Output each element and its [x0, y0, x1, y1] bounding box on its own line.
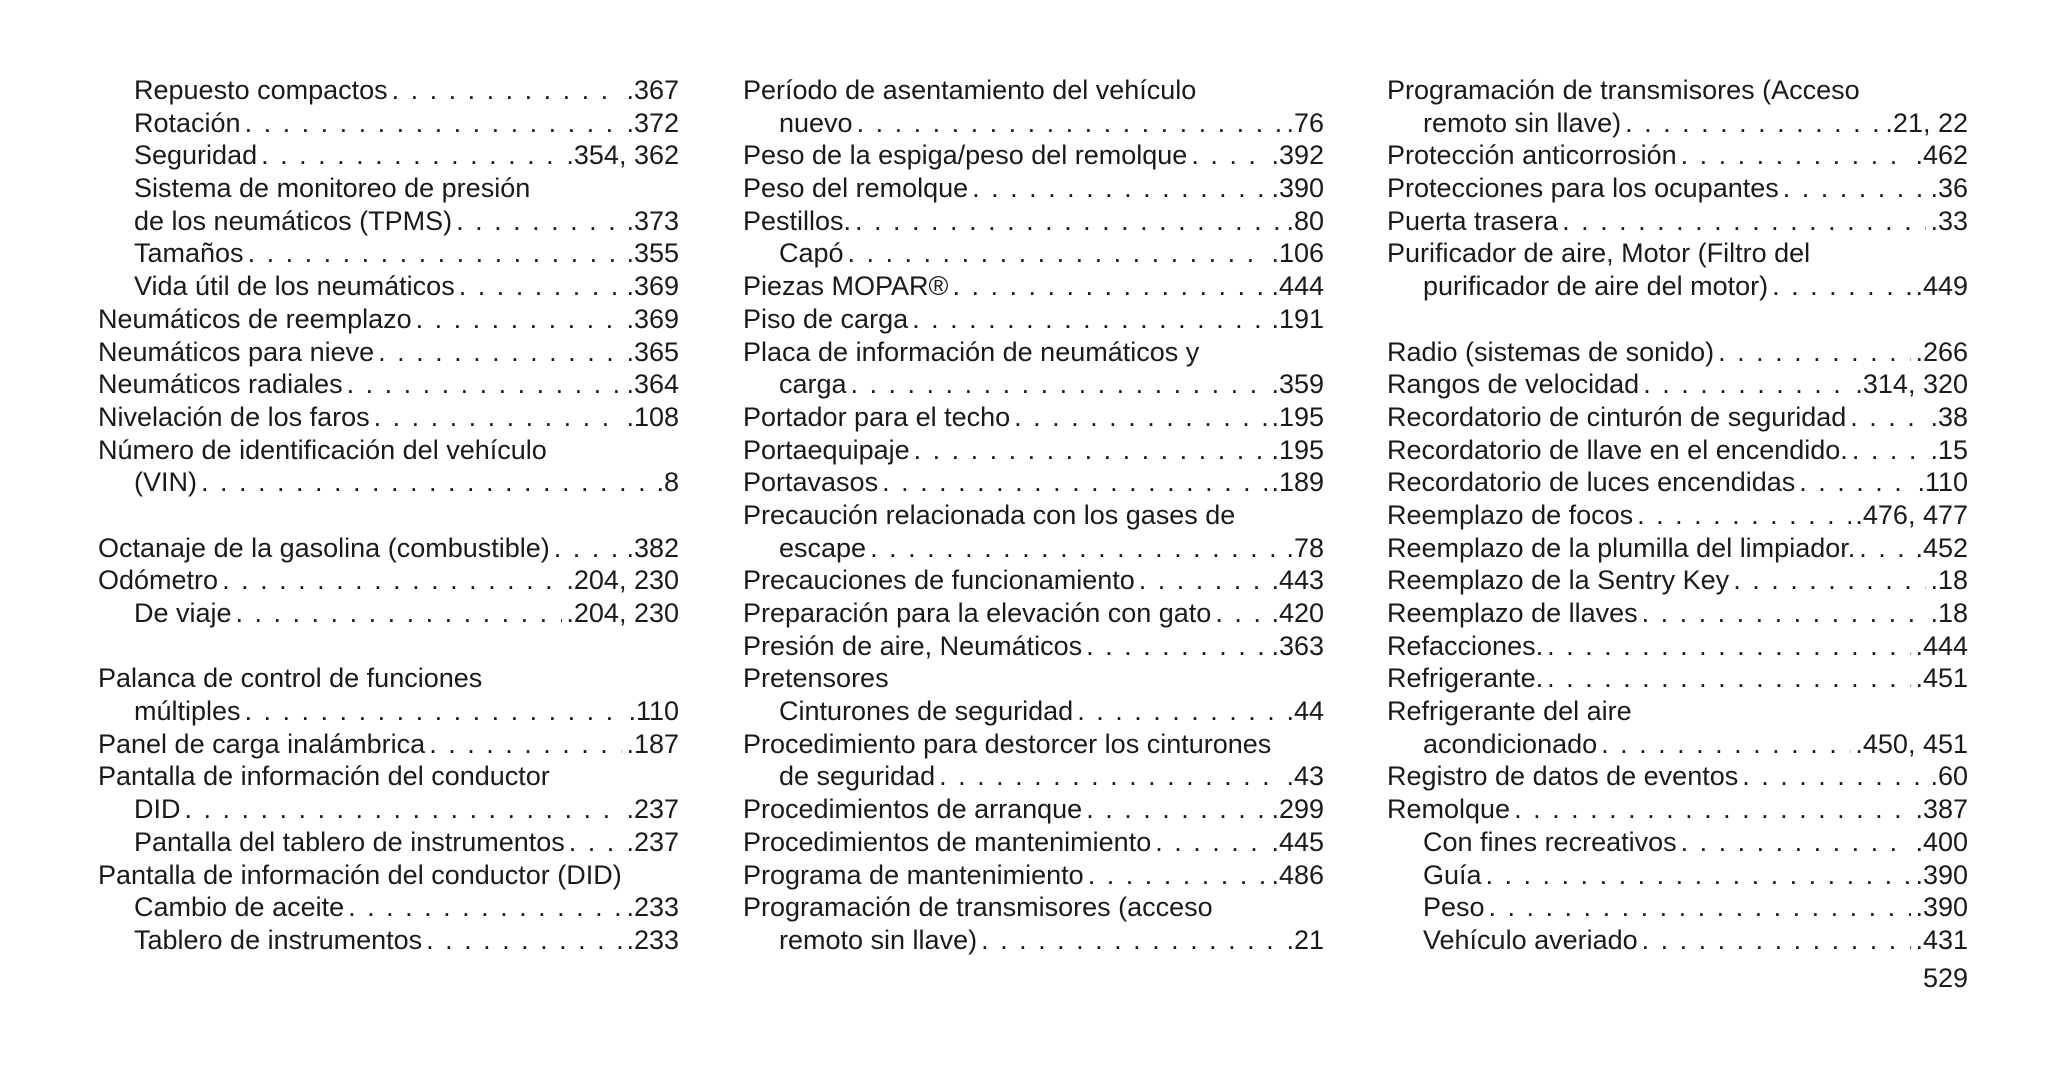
index-entry-text: Peso	[1423, 892, 1485, 923]
index-entry	[743, 434, 1324, 467]
index-page-ref: .452	[1915, 532, 1968, 563]
index-page-ref: .38	[1930, 401, 1968, 432]
index-page-ref: .18	[1930, 598, 1968, 628]
index-entry-text: Peso de la espiga/peso del remolque	[743, 140, 1188, 171]
index-entry-text: Seguridad	[134, 140, 258, 171]
dot-leader	[236, 597, 563, 630]
index-subentry	[98, 107, 679, 140]
index-entry-text: Protección anticorrosión	[1387, 140, 1677, 171]
index-column-2	[743, 74, 1324, 957]
index-entry	[1387, 237, 1968, 270]
index-entry	[743, 74, 1324, 107]
dot-leader	[1642, 597, 1927, 630]
index-entry	[743, 303, 1324, 336]
dot-leader	[1783, 172, 1927, 205]
dot-leader	[912, 303, 1267, 336]
index-entry-text: Procedimientos de mantenimiento	[743, 826, 1152, 857]
index-entry-text: Recordatorio de llave en el encendido.	[1387, 434, 1848, 465]
index-entry	[743, 630, 1324, 663]
index-page-ref: .365	[626, 336, 679, 367]
dot-leader	[426, 924, 622, 957]
index-page-ref: .355	[626, 238, 679, 269]
index-spacer	[1387, 303, 1968, 336]
index-subentry	[743, 532, 1324, 565]
index-subentry	[98, 695, 679, 728]
index-subentry	[743, 924, 1324, 957]
index-subentry	[98, 924, 679, 957]
index-page-ref: .369	[626, 271, 679, 302]
index-entry	[1387, 139, 1968, 172]
dot-leader	[374, 401, 623, 434]
dot-leader	[222, 564, 562, 597]
index-entry-text: Purificador de aire, Motor (Filtro del	[1387, 238, 1811, 269]
index-entry-text: Odómetro	[98, 565, 219, 596]
index-page-ref: .390	[1271, 173, 1324, 204]
index-entry-text: remoto sin llave)	[779, 924, 978, 955]
index-entry	[743, 891, 1324, 924]
index-subentry	[98, 270, 679, 303]
dot-leader	[554, 532, 623, 565]
index-subentry	[1387, 891, 1968, 924]
dot-leader	[456, 205, 622, 238]
index-subentry	[743, 760, 1324, 793]
index-entry-text: Remolque	[1387, 794, 1511, 825]
index-page-ref: .195	[1271, 434, 1324, 465]
index-entry	[743, 172, 1324, 205]
index-page-ref: .108	[626, 401, 679, 432]
index-entry	[1387, 172, 1968, 205]
index-entry-text: Protecciones para los ocupantes	[1387, 173, 1779, 204]
index-page-ref: .364	[626, 369, 679, 400]
dot-leader	[245, 695, 625, 728]
index-page-ref: .369	[626, 303, 679, 334]
index-page-ref: .15	[1930, 434, 1968, 465]
index-entry-text: Octanaje de la gasolina (combustible)	[98, 532, 550, 563]
index-entry-text: Presión de aire, Neumáticos	[743, 630, 1083, 661]
index-entry-text: Preparación para la elevación con gato	[743, 598, 1212, 628]
dot-leader	[248, 237, 623, 270]
index-entry-text: Nivelación de los faros	[98, 401, 370, 432]
index-page-ref: .450, 451	[1855, 728, 1968, 759]
dot-leader	[914, 434, 1268, 467]
index-entry	[1387, 401, 1968, 434]
index-subentry	[98, 826, 679, 859]
dot-leader	[1088, 859, 1268, 892]
index-entry	[743, 859, 1324, 892]
index-column-1	[98, 74, 679, 957]
index-entry-text: de seguridad	[779, 761, 936, 792]
index-entry	[743, 270, 1324, 303]
index-page-ref: .451	[1915, 663, 1968, 694]
index-entry	[1387, 499, 1968, 532]
index-page-ref: .195	[1271, 401, 1324, 432]
index-page-ref: .237	[626, 826, 679, 857]
dot-leader	[939, 760, 1282, 793]
index-entry-text: purificador de aire del motor)	[1423, 271, 1769, 302]
index-page-ref: .237	[626, 794, 679, 825]
index-page-ref: .233	[626, 892, 679, 923]
index-entry	[1387, 466, 1968, 499]
index-entry-text: Tablero de instrumentos	[134, 924, 423, 955]
index-entry	[98, 336, 679, 369]
index-subentry	[1387, 924, 1968, 957]
index-entry	[98, 662, 679, 695]
index-page-ref: .449	[1915, 271, 1968, 302]
dot-leader	[1799, 466, 1913, 499]
index-entry	[1387, 74, 1968, 107]
dot-leader	[378, 336, 622, 369]
index-page-ref: .233	[626, 924, 679, 955]
index-subentry	[1387, 826, 1968, 859]
dot-leader	[201, 466, 652, 499]
index-page-ref: .204, 230	[566, 565, 679, 596]
index-page-ref: .367	[626, 75, 679, 105]
dot-leader	[851, 368, 1268, 401]
index-entry	[98, 401, 679, 434]
index-page-ref: .18	[1930, 565, 1968, 596]
dot-leader	[1077, 695, 1282, 728]
index-subentry	[98, 793, 679, 826]
index-entry	[743, 401, 1324, 434]
dot-leader	[245, 107, 623, 140]
index-entry-text: Portavasos	[743, 467, 879, 498]
dot-leader	[1486, 859, 1912, 892]
index-entry-text: Piso de carga	[743, 303, 909, 334]
index-entry	[743, 826, 1324, 859]
dot-leader	[1625, 107, 1881, 140]
dot-leader	[1718, 336, 1911, 369]
dot-leader	[1155, 826, 1267, 859]
index-entry-text: Programación de transmisores (acceso	[743, 892, 1213, 923]
index-page-ref: .444	[1271, 271, 1324, 302]
index-entry-text: carga	[779, 369, 847, 400]
index-entry	[1387, 630, 1968, 663]
index-page-ref: .420	[1271, 598, 1324, 628]
index-entry	[1387, 205, 1968, 238]
dot-leader	[1514, 793, 1911, 826]
index-page-ref: .486	[1271, 859, 1324, 890]
dot-leader	[1191, 139, 1267, 172]
index-page-ref: .44	[1286, 696, 1324, 727]
index-entry-text: de los neumáticos (TPMS)	[134, 205, 453, 236]
index-entry-text: Pantalla de información del conductor	[98, 761, 550, 792]
index-entry-text: Cinturones de seguridad	[779, 696, 1074, 727]
index-entry-text: Rotación	[134, 107, 241, 138]
index-entry	[98, 532, 679, 565]
dot-leader	[1733, 564, 1926, 597]
index-page-ref: .476, 477	[1855, 499, 1968, 530]
index-page-ref: .33	[1930, 205, 1968, 236]
dot-leader	[569, 826, 623, 859]
index-entry-text: Pantalla del tablero de instrumentos	[134, 826, 565, 857]
index-page-ref: .189	[1271, 467, 1324, 498]
index-entry	[743, 793, 1324, 826]
index-entry-text: Puerta trasera	[1387, 205, 1559, 236]
index-entry-text: De viaje	[134, 598, 232, 628]
dot-leader	[1601, 728, 1851, 761]
index-entry-text: Capó	[779, 238, 844, 269]
index-entry-text: (VIN)	[134, 467, 197, 498]
dot-leader	[1681, 139, 1912, 172]
index-subentry	[1387, 107, 1968, 140]
index-entry	[98, 303, 679, 336]
index-entry-text: Portador para el techo	[743, 401, 1011, 432]
index-entry-text: Portaequipaje	[743, 434, 910, 465]
dot-leader	[1742, 760, 1926, 793]
index-page-ref: .445	[1271, 826, 1324, 857]
index-entry	[743, 139, 1324, 172]
index-entry	[98, 368, 679, 401]
dot-leader	[981, 924, 1282, 957]
index-entry-text: Vida útil de los neumáticos	[134, 271, 455, 302]
index-entry-text: Procedimientos de arranque	[743, 794, 1083, 825]
index-subentry	[98, 205, 679, 238]
index-entry-text: Tamaños	[134, 238, 244, 269]
index-entry-text: Reemplazo de focos	[1387, 499, 1634, 530]
index-entry-text: Pestillos.	[743, 205, 852, 236]
dot-leader	[882, 466, 1267, 499]
dot-leader	[1637, 499, 1851, 532]
dot-leader	[348, 891, 622, 924]
index-column-3	[1387, 74, 1968, 957]
index-page-ref: .21	[1286, 924, 1324, 955]
index-entry-text: Precaución relacionada con los gases de	[743, 499, 1236, 530]
index-page-ref: .204, 230	[566, 598, 679, 628]
index-entry	[98, 728, 679, 761]
dot-leader	[855, 205, 1282, 238]
index-page-ref: .359	[1271, 369, 1324, 400]
index-page-ref: .363	[1271, 630, 1324, 661]
index-entry	[1387, 662, 1968, 695]
index-entry-text: Recordatorio de cinturón de seguridad	[1387, 401, 1847, 432]
index-page-ref: .387	[1915, 794, 1968, 825]
index-page-ref: .373	[626, 205, 679, 236]
index-entry	[743, 205, 1324, 238]
index-page-ref: .80	[1286, 205, 1324, 236]
dot-leader	[347, 368, 623, 401]
index-entry-text: Con fines recreativos	[1423, 826, 1677, 857]
index-entry-text: DID	[134, 794, 181, 825]
index-subentry	[743, 368, 1324, 401]
index-entry	[743, 728, 1324, 761]
index-entry-text: Registro de datos de eventos	[1387, 761, 1739, 792]
dot-leader	[459, 270, 623, 303]
page-number: 529	[1922, 963, 1968, 993]
index-page-ref: .106	[1271, 238, 1324, 269]
index-entry	[743, 597, 1324, 630]
index-entry-text: Reemplazo de la plumilla del limpiador.	[1387, 532, 1856, 563]
index-page-ref: .110	[1917, 467, 1968, 498]
index-entry	[1387, 368, 1968, 401]
index-entry-text: Piezas MOPAR®	[743, 271, 949, 302]
index-entry-text: Neumáticos radiales	[98, 369, 343, 400]
index-entry-text: Panel de carga inalámbrica	[98, 728, 426, 759]
index-entry-text: Sistema de monitoreo de presión	[134, 173, 531, 204]
index-entry	[743, 662, 1324, 695]
index-entry-text: Refrigerante.	[1387, 663, 1544, 694]
index-entry	[1387, 695, 1968, 728]
dot-leader	[1139, 564, 1268, 597]
index-page-ref: .390	[1915, 892, 1968, 923]
index-page-ref: .266	[1915, 336, 1968, 367]
index-entry-text: Pretensores	[743, 663, 889, 694]
index-entry-text: Precauciones de funcionamiento	[743, 565, 1135, 596]
index-page-ref: .443	[1271, 565, 1324, 596]
index-page-ref: .444	[1915, 630, 1968, 661]
index-entry	[98, 564, 679, 597]
index-entry	[743, 564, 1324, 597]
index-page-ref: .191	[1271, 303, 1324, 334]
dot-leader	[1642, 924, 1912, 957]
index-entry	[743, 336, 1324, 369]
index-subentry	[98, 597, 679, 630]
dot-leader	[185, 793, 623, 826]
index-entry-text: Período de asentamiento del vehículo	[743, 75, 1197, 105]
index-subentry	[98, 466, 679, 499]
index-entry	[1387, 532, 1968, 565]
dot-leader	[1086, 630, 1267, 663]
index-subentry	[98, 237, 679, 270]
index-entry-text: Guía	[1423, 859, 1482, 890]
dot-leader	[1489, 891, 1912, 924]
dot-leader	[1643, 368, 1851, 401]
index-page-ref: .21, 22	[1885, 107, 1968, 138]
dot-leader	[1014, 401, 1267, 434]
index-entry	[1387, 564, 1968, 597]
dot-leader	[1772, 270, 1911, 303]
index-entry	[1387, 597, 1968, 630]
index-entry-text: Vehículo averiado	[1423, 924, 1638, 955]
index-entry-text: Reemplazo de llaves	[1387, 598, 1638, 628]
dot-leader	[848, 237, 1268, 270]
index-page-ref: .462	[1915, 140, 1968, 171]
index-entry-text: Peso del remolque	[743, 173, 969, 204]
dot-leader	[1852, 434, 1927, 467]
index-entry	[743, 466, 1324, 499]
index-subentry	[743, 237, 1324, 270]
index-entry-text: Palanca de control de funciones	[98, 663, 483, 694]
index-page-ref: .431	[1915, 924, 1968, 955]
index-page-ref: .110	[628, 696, 679, 727]
index-page-ref: .314, 320	[1855, 369, 1968, 400]
index-entry-text: Refrigerante del aire	[1387, 696, 1632, 727]
index-entry	[98, 859, 679, 892]
index-page-ref: .76	[1286, 107, 1324, 138]
dot-leader	[1681, 826, 1912, 859]
dot-leader	[870, 532, 1282, 565]
dot-leader	[1547, 630, 1911, 663]
dot-leader	[261, 139, 562, 172]
index-page-ref: .8	[656, 467, 679, 498]
index-subentry	[98, 139, 679, 172]
index-entry	[1387, 760, 1968, 793]
index-entry-text: Placa de información de neumáticos y	[743, 336, 1200, 367]
index-subentry	[1387, 859, 1968, 892]
index-entry	[98, 760, 679, 793]
index-page-ref: .372	[626, 107, 679, 138]
index-entry-text: Número de identificación del vehículo	[98, 434, 547, 465]
index-entry-text: remoto sin llave)	[1423, 107, 1622, 138]
dot-leader	[1562, 205, 1926, 238]
index-entry-text: Programación de transmisores (Acceso	[1387, 75, 1860, 105]
dot-leader	[857, 107, 1283, 140]
dot-leader	[429, 728, 622, 761]
index-entry	[1387, 336, 1968, 369]
index-page-ref: .43	[1286, 761, 1324, 792]
dot-leader	[1859, 532, 1911, 565]
dot-leader	[416, 303, 623, 336]
index-page-ref: .354, 362	[566, 140, 679, 171]
index-entry-text: escape	[779, 532, 867, 563]
index-subentry	[743, 107, 1324, 140]
index-subentry	[98, 74, 679, 107]
index-page-ref: .60	[1930, 761, 1968, 792]
index-page-ref: .36	[1930, 173, 1968, 204]
index-entry	[98, 434, 679, 467]
index-subentry	[98, 891, 679, 924]
index-entry-text: Procedimiento para destorcer los cinturones	[743, 728, 1272, 759]
index-entry-text: Neumáticos de reemplazo	[98, 303, 412, 334]
index-subentry	[1387, 728, 1968, 761]
index-subentry	[743, 695, 1324, 728]
dot-leader	[1547, 662, 1911, 695]
index-entry	[1387, 793, 1968, 826]
dot-leader	[1215, 597, 1267, 630]
dot-leader	[1086, 793, 1267, 826]
index-entry-text: Pantalla de información del conductor (DID)	[98, 859, 622, 890]
index-spacer	[98, 499, 679, 532]
index-entry-text: nuevo	[779, 107, 853, 138]
index-page-ref: .382	[626, 532, 679, 563]
index-spacer	[98, 630, 679, 663]
index-subentry	[98, 172, 679, 205]
index-entry	[1387, 434, 1968, 467]
index-entry-text: acondicionado	[1423, 728, 1598, 759]
dot-leader	[972, 172, 1267, 205]
dot-leader	[952, 270, 1267, 303]
index-entry-text: Reemplazo de la Sentry Key	[1387, 565, 1730, 596]
index-page-ref: .392	[1271, 140, 1324, 171]
index-page-ref: .299	[1271, 794, 1324, 825]
index-entry-text: múltiples	[134, 696, 241, 727]
index-entry-text: Cambio de aceite	[134, 892, 345, 923]
index-page-ref: .390	[1915, 859, 1968, 890]
index-entry-text: Programa de mantenimiento	[743, 859, 1084, 890]
index-page-ref: .400	[1915, 826, 1968, 857]
index-entry-text: Refacciones.	[1387, 630, 1544, 661]
dot-leader	[392, 74, 623, 107]
index-entry-text: Radio (sistemas de sonido)	[1387, 336, 1715, 367]
index-entry	[743, 499, 1324, 532]
dot-leader	[1850, 401, 1926, 434]
index-subentry	[1387, 270, 1968, 303]
index-entry-text: Recordatorio de luces encendidas	[1387, 467, 1796, 498]
index-page-ref: .78	[1286, 532, 1324, 563]
index-entry-text: Rangos de velocidad	[1387, 369, 1640, 400]
index-entry-text: Neumáticos para nieve	[98, 336, 375, 367]
index-page-ref: .187	[626, 728, 679, 759]
index-entry-text: Repuesto compactos	[134, 75, 388, 105]
